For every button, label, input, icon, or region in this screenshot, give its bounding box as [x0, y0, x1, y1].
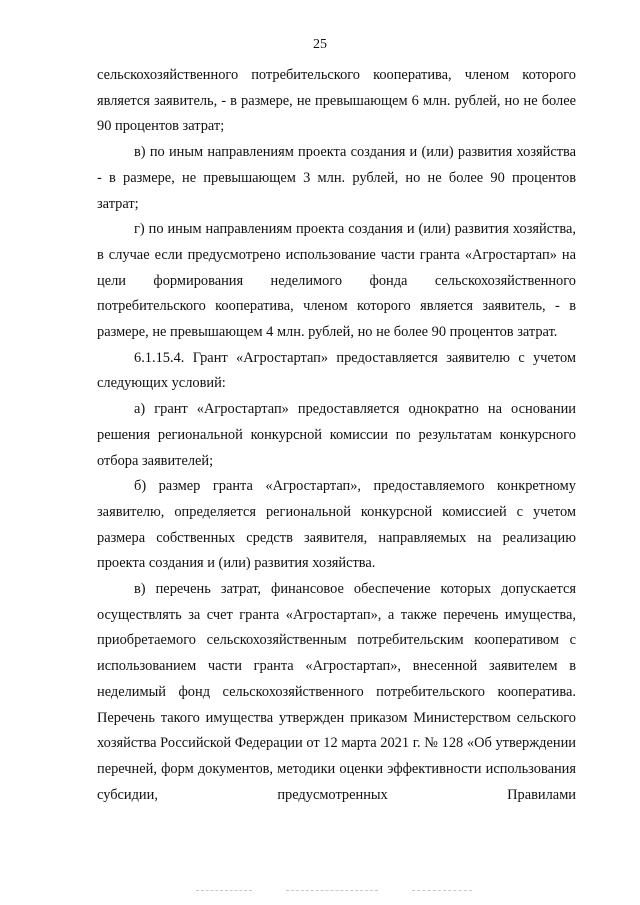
- scan-artifact-line: [196, 890, 252, 891]
- scan-artifact-line: [412, 890, 472, 891]
- paragraph-5: а) грант «Агростартап» предоставляется однократно на основании решения региональной конкурсной комиссии по результатам конкурсного отбора заявителей;: [97, 401, 576, 469]
- document-body: [97, 63, 576, 808]
- paragraph-3: г) по иным направлениям проекта создания и (или) развития хозяйства, в случае если предусмотрено использование части гранта «Агростартап» на цели формирования неделимого фонда сельскохозяйственного потребительского кооператива, членом которого является заявитель, - в размере, не превышающем 4 млн. рублей, но не более 90 процентов затрат.: [97, 221, 576, 341]
- scan-artifact-line: [286, 890, 378, 891]
- paragraph-7: в) перечень затрат, финансовое обеспечение которых допускается осуществлять за счет гранта «Агростартап», а также перечень имущества, приобретаемого сельскохозяйственным потребительским кооперативом с использованием части гранта «Агростартап», внесенной заявителем в неделимый фонд сельскохозяйственного потребительского кооператива. Перечень такого имущества утвержден приказом Министерством сельского хозяйства Российской Федерации от 12 марта 2021 г. № 128 «Об утверждении перечней, форм документов, методики оценки эффективности использования субсидии, предусмотренных Правилами: [97, 581, 576, 803]
- paragraph-1: сельскохозяйственного потребительского кооператива, членом которого является заявитель, - в размере, не превышающем 6 млн. рублей, но не более 90 процентов затрат;: [97, 67, 576, 135]
- paragraph-4: 6.1.15.4. Грант «Агростартап» предоставляется заявителю с учетом следующих условий:: [97, 349, 576, 392]
- paragraph-6: б) размер гранта «Агростартап», предоставляемого конкретному заявителю, определяется региональной конкурсной комиссией с учетом размера собственных средств заявителя, направляемых на реализацию проекта создания и (или) развития хозяйства.: [97, 478, 576, 572]
- page-number: 25: [313, 37, 327, 52]
- paragraph-2: в) по иным направлениям проекта создания и (или) развития хозяйства - в размере, не превышающем 3 млн. рублей, но не более 90 процентов затрат;: [97, 144, 576, 212]
